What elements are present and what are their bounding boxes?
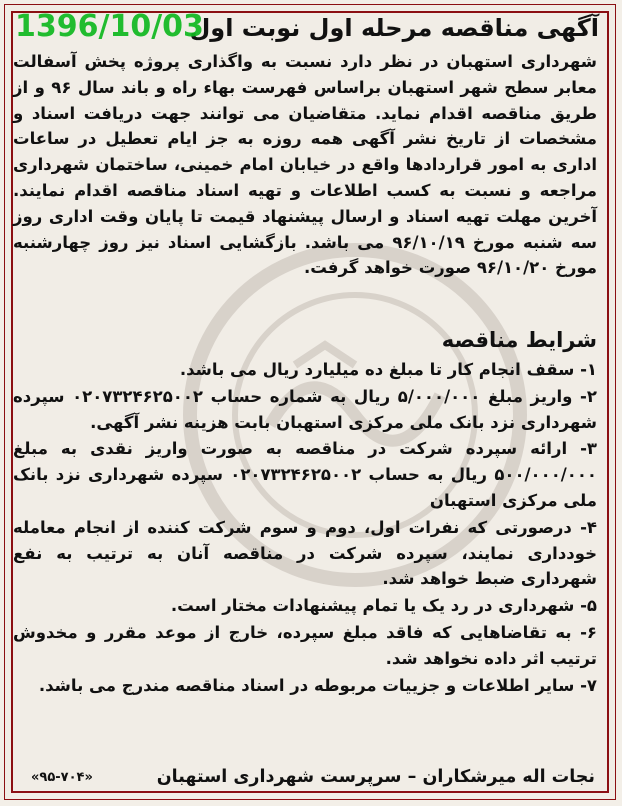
conditions-heading: شرایط مناقصه xyxy=(441,328,597,352)
condition-item: ۲- واریز مبلغ ۵/۰۰۰/۰۰۰ ریال به شماره حساب ۰۲۰۷۳۲۴۶۲۵۰۰۲ سپرده شهرداری نزد بانک ملی مرکزی استهبان بابت هزینه نشر آگهی. xyxy=(13,386,597,432)
conditions-list xyxy=(13,357,597,699)
condition-item: ۳- ارائه سپرده شرکت در مناقصه به صورت واریز نقدی به مبلغ ۵۰۰/۰۰۰/۰۰۰ ریال به حساب ۰۲۰۷۳۲۴۶۲۵۰۰۲ سپرده شهرداری نزد بانک ملی مرکزی استهبان xyxy=(13,439,598,510)
condition-item: ۱- سقف انجام کار تا مبلغ ده میلیارد ریال می باشد. xyxy=(179,360,597,379)
ad-title: آگهی مناقصه مرحله اول نوبت اول xyxy=(189,14,599,42)
condition-item: ۵- شهرداری در رد یک یا تمام پیشنهادات مختار است. xyxy=(170,596,597,616)
ad-intro-paragraph: شهرداری استهبان در نظر دارد نسبت به واگذاری پروژه پخش آسفالت معابر سطح شهر استهبان براساس فهرست بهاء راه و باند سال ۹۶ و از طریق مناقصه اقدام نماید. متقاضیان می توانند جهت دریافت اسناد و مشخصات از تاریخ نشر آگهی همه روزه به جز ایام تعطیل در ساعات اداری به امور قراردادها واقع در خیابان امام خمینی، ساختمان شهرداری مراجعه و نسبت به کسب اطلاعات و تهیه اسناد مناقصه اقدام نمایند. آخرین مهلت تهیه اسناد و ارسال پیشنهاد قیمت تا پایان وقت اداری روز سه شنبه مورخ ۹۶/۱۰/۱۹ می باشد. بازگشایی اسناد نیز روز چهارشنبه مورخ ۹۶/۱۰/۲۰ صورت خواهد گرفت. xyxy=(13,52,598,278)
condition-item: ۶- به تقاضاهایی که فاقد مبلغ سپرده، خارج از موعد مقرر و مخدوش ترتیب اثر داده نخواهد شد. xyxy=(13,622,597,668)
ad-footer xyxy=(19,763,601,793)
condition-item: ۷- سایر اطلاعات و جزییات مربوطه در اسناد مناقصه مندرج می باشد. xyxy=(38,675,597,695)
signature-line: نجات اله میرشکاران – سرپرست شهرداری استهبان xyxy=(156,767,595,787)
ad-code: «۹۵-۷۰۴» xyxy=(31,770,93,785)
condition-item: ۴- درصورتی که نفرات اول، دوم و سوم شرکت کننده از انجام معامله خودداری نمایند، سپرده شرکت در مناقصه آنان به ترتیب به نفع شهرداری ضبط خواهد شد. xyxy=(13,517,597,589)
date-stamp: 1396/10/03 xyxy=(15,9,204,44)
newspaper-clipping xyxy=(4,4,616,800)
